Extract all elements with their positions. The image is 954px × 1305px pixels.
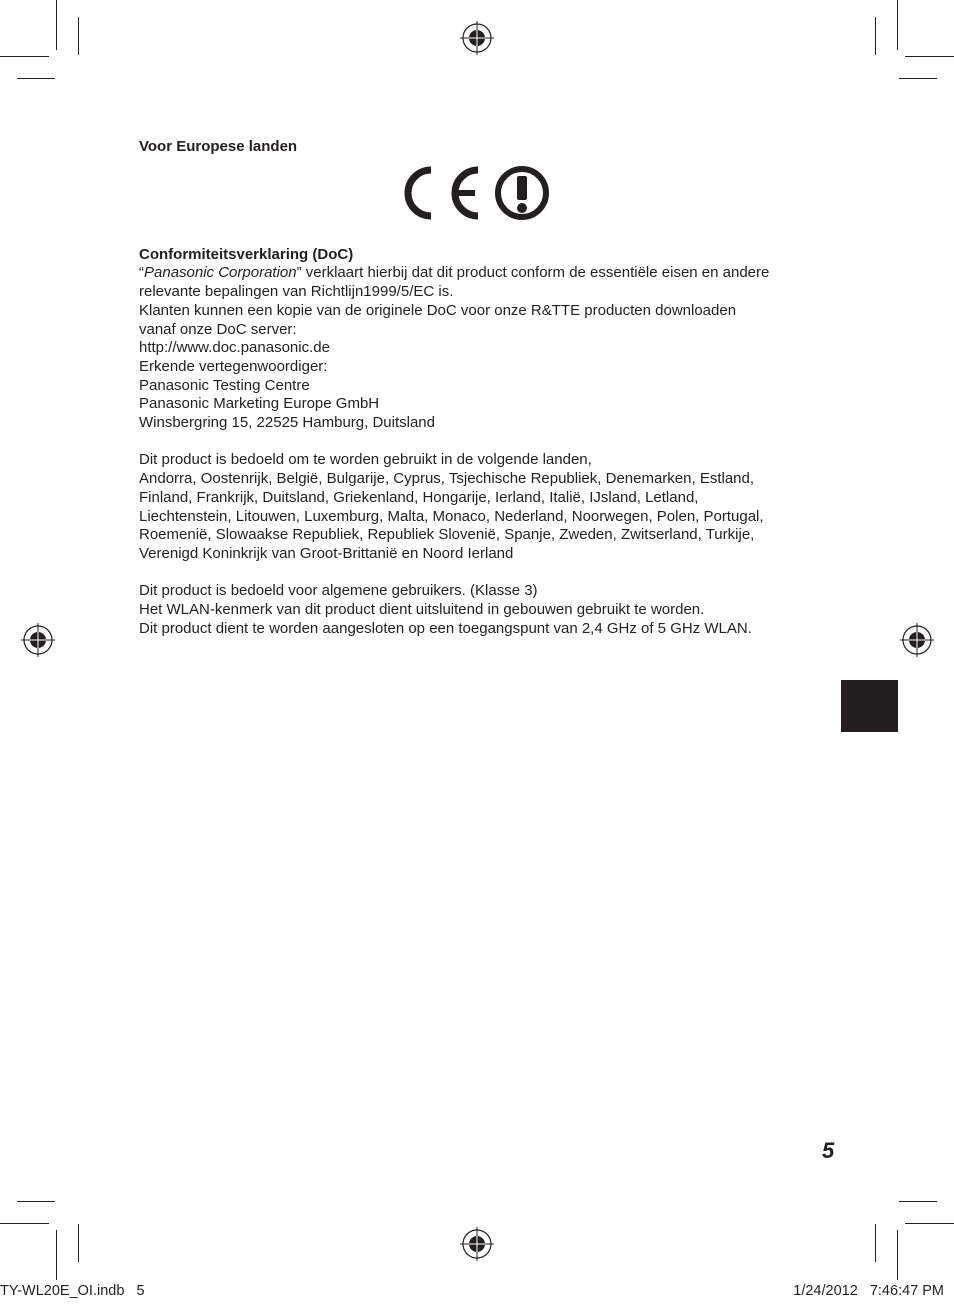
paragraph-gap: [139, 564, 829, 583]
registration-mark-icon: [900, 623, 934, 657]
doc-heading: Conformiteitsverklaring (DoC): [139, 245, 354, 263]
document-body: [139, 138, 829, 638]
representative-line: Panasonic Marketing Europe GmbH: [139, 395, 380, 413]
crop-mark: [897, 1230, 898, 1280]
page-number: 5: [822, 1138, 835, 1163]
crop-mark: [78, 1224, 79, 1262]
company-name: Panasonic Corporation: [144, 264, 297, 282]
registration-mark-icon: [460, 21, 494, 55]
crop-mark: [0, 1223, 49, 1224]
registration-mark-icon: [21, 623, 55, 657]
crop-mark: [0, 56, 49, 57]
crop-mark: [875, 1224, 876, 1262]
slug-timestamp: 1/24/2012 7:46:47 PM: [793, 1283, 944, 1299]
crop-mark: [875, 17, 876, 55]
section-title: Voor Europese landen: [139, 138, 298, 155]
representative-label: Erkende vertegenwoordiger:: [139, 357, 328, 375]
usage-line: Het WLAN-kenmerk van dit product dient uitsluitend in gebouwen gebruikt te worden.: [139, 601, 705, 619]
marks-spacer: [139, 157, 829, 246]
crop-mark: [56, 0, 57, 50]
countries-line: Finland, Frankrijk, Duitsland, Griekenland, Hongarije, Ierland, Italië, IJsland, Letland,: [139, 488, 699, 506]
countries-line: Roemenië, Slowaakse Republiek, Republiek Slovenië, Spanje, Zweden, Zwitserland, Turkije,: [139, 526, 755, 544]
crop-mark: [899, 1201, 937, 1202]
crop-mark: [899, 78, 937, 79]
usage-line: Dit product dient te worden aangesloten op een toegangspunt van 2,4 GHz of 5 GHz WLAN.: [139, 619, 752, 637]
crop-mark: [56, 1230, 57, 1280]
crop-mark: [905, 56, 954, 57]
doc-statement-line: relevante bepalingen van Richtlijn1999/5/EC is.: [139, 283, 454, 301]
countries-line: Andorra, Oostenrijk, België, Bulgarije, Cyprus, Tsjechische Republiek, Denemarken, Estland,: [139, 470, 755, 488]
slug-file: TY-WL20E_OI.indb 5: [0, 1283, 145, 1299]
countries-intro: Dit product is bedoeld om te worden gebruikt in de volgende landen,: [139, 451, 592, 469]
crop-mark: [897, 0, 898, 50]
doc-download-line: vanaf onze DoC server:: [139, 320, 297, 338]
doc-url: http://www.doc.panasonic.de: [139, 339, 330, 357]
doc-download-line: Klanten kunnen een kopie van de originele DoC voor onze R&TTE producten downloaden: [139, 301, 737, 319]
crop-mark: [78, 17, 79, 55]
crop-mark: [17, 78, 55, 79]
crop-mark: [905, 1223, 954, 1224]
representative-line: Panasonic Testing Centre: [139, 376, 310, 394]
language-thumb-tab: [841, 680, 898, 732]
representative-line: Winsbergring 15, 22525 Hamburg, Duitsland: [139, 414, 435, 432]
registration-mark-icon: [460, 1227, 494, 1261]
paragraph-gap: [139, 433, 829, 452]
countries-line: Liechtenstein, Litouwen, Luxemburg, Malta, Monaco, Nederland, Noorwegen, Polen, Portugal,: [139, 507, 764, 525]
usage-line: Dit product is bedoeld voor algemene gebruikers. (Klasse 3): [139, 582, 538, 600]
doc-statement: “Panasonic Corporation” verklaart hierbij dat dit product conform de essentiële eisen en andere: [139, 264, 770, 282]
countries-line: Verenigd Koninkrijk van Groot-Brittanië en Noord Ierland: [139, 544, 514, 562]
crop-mark: [17, 1201, 55, 1202]
